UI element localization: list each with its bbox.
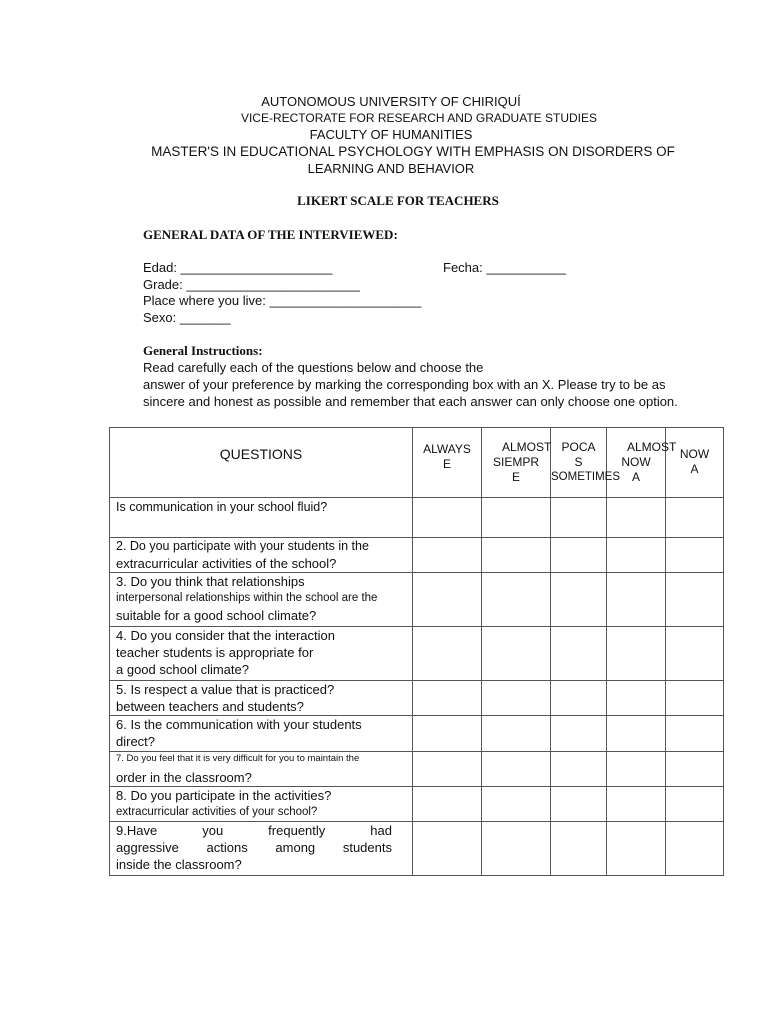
table-row: 4. Do you consider that the interaction teacher students is appropriate for a good school climate? <box>110 627 724 681</box>
answer-cell[interactable] <box>607 787 666 822</box>
questions-header: QUESTIONS <box>110 428 413 498</box>
answer-cell[interactable] <box>666 498 724 538</box>
answer-cell[interactable] <box>607 681 666 716</box>
table-row: Is communication in your school fluid? <box>110 498 724 538</box>
answer-cell[interactable] <box>482 538 551 573</box>
answer-cell[interactable] <box>666 822 724 876</box>
instructions-line1: Read carefully each of the questions below and choose the <box>143 360 484 375</box>
document-title: LIKERT SCALE FOR TEACHERS <box>297 193 499 208</box>
answer-cell[interactable] <box>666 752 724 787</box>
program-name-line2: LEARNING AND BEHAVIOR <box>307 161 475 176</box>
answer-cell[interactable] <box>482 752 551 787</box>
table-row: 9.Have you frequently had aggressive actions among students inside the classroom? <box>110 822 724 876</box>
answer-cell[interactable] <box>413 573 482 627</box>
likert-table <box>109 427 724 876</box>
table-header-row <box>110 428 724 498</box>
answer-cell[interactable] <box>413 627 482 681</box>
answer-cell[interactable] <box>482 627 551 681</box>
table-row: 5. Is respect a value that is practiced? between teachers and students? <box>110 681 724 716</box>
answer-cell[interactable] <box>607 752 666 787</box>
table-row: 6. Is the communication with your students direct? <box>110 716 724 752</box>
grade-field[interactable]: Grade: ________________________ <box>143 277 360 292</box>
answer-cell[interactable] <box>482 822 551 876</box>
edad-field[interactable]: Edad: _____________________ <box>143 260 333 275</box>
answer-cell[interactable] <box>666 787 724 822</box>
instructions-heading: General Instructions: <box>143 343 263 358</box>
table-row: 2. Do you participate with your students in the extracurricular activities of the school? <box>110 538 724 573</box>
answer-cell[interactable] <box>551 573 607 627</box>
answer-cell[interactable] <box>413 752 482 787</box>
answer-cell[interactable] <box>666 627 724 681</box>
answer-cell[interactable] <box>607 822 666 876</box>
option-almost-always: ALMOST SIEMPR E <box>482 428 551 498</box>
answer-cell[interactable] <box>607 716 666 752</box>
option-sometimes: POCA S SOMETIMES <box>551 428 607 498</box>
answer-cell[interactable] <box>413 716 482 752</box>
answer-cell[interactable] <box>666 681 724 716</box>
vice-rectorate: VICE-RECTORATE FOR RESEARCH AND GRADUATE STUDIES <box>240 111 598 125</box>
answer-cell[interactable] <box>413 681 482 716</box>
answer-cell[interactable] <box>666 573 724 627</box>
sexo-field[interactable]: Sexo: _______ <box>143 310 231 325</box>
answer-cell[interactable] <box>551 787 607 822</box>
fecha-field[interactable]: Fecha: ___________ <box>443 260 566 275</box>
answer-cell[interactable] <box>551 627 607 681</box>
table-row: 3. Do you think that relationships interpersonal relationships within the school are the suitable for a good school climate? <box>110 573 724 627</box>
answer-cell[interactable] <box>482 573 551 627</box>
answer-cell[interactable] <box>551 822 607 876</box>
table-row: 7. Do you feel that it is very difficult for you to maintain the order in the classroom? <box>110 752 724 787</box>
answer-cell[interactable] <box>413 538 482 573</box>
answer-cell[interactable] <box>413 822 482 876</box>
answer-cell[interactable] <box>551 681 607 716</box>
answer-cell[interactable] <box>551 752 607 787</box>
answer-cell[interactable] <box>551 498 607 538</box>
answer-cell[interactable] <box>666 716 724 752</box>
answer-cell[interactable] <box>607 627 666 681</box>
answer-cell[interactable] <box>607 498 666 538</box>
answer-cell[interactable] <box>413 498 482 538</box>
answer-cell[interactable] <box>482 787 551 822</box>
university-name: AUTONOMOUS UNIVERSITY OF CHIRIQUÍ <box>261 94 521 109</box>
instructions-text: answer of your preference by marking the corresponding box with an X. Please try to be as sincere and honest as possible and remember that each answer can only choose one option. <box>143 377 678 409</box>
option-never: NOW A <box>666 428 724 498</box>
table-row: 8. Do you participate in the activities? extracurricular activities of your school? <box>110 787 724 822</box>
answer-cell[interactable] <box>413 787 482 822</box>
answer-cell[interactable] <box>482 716 551 752</box>
answer-cell[interactable] <box>551 538 607 573</box>
answer-cell[interactable] <box>607 538 666 573</box>
option-always: ALWAYS E <box>413 428 482 498</box>
place-field[interactable]: Place where you live: _____________________ <box>143 293 422 308</box>
faculty-name: FACULTY OF HUMANITIES <box>309 127 473 142</box>
general-data-heading: GENERAL DATA OF THE INTERVIEWED: <box>143 227 398 242</box>
answer-cell[interactable] <box>482 498 551 538</box>
answer-cell[interactable] <box>551 716 607 752</box>
program-name-line1: MASTER'S IN EDUCATIONAL PSYCHOLOGY WITH EMPHASIS ON DISORDERS OF <box>151 144 675 159</box>
answer-cell[interactable] <box>482 681 551 716</box>
answer-cell[interactable] <box>666 538 724 573</box>
answer-cell[interactable] <box>607 573 666 627</box>
option-almost-never: ALMOST NOW A <box>607 428 666 498</box>
